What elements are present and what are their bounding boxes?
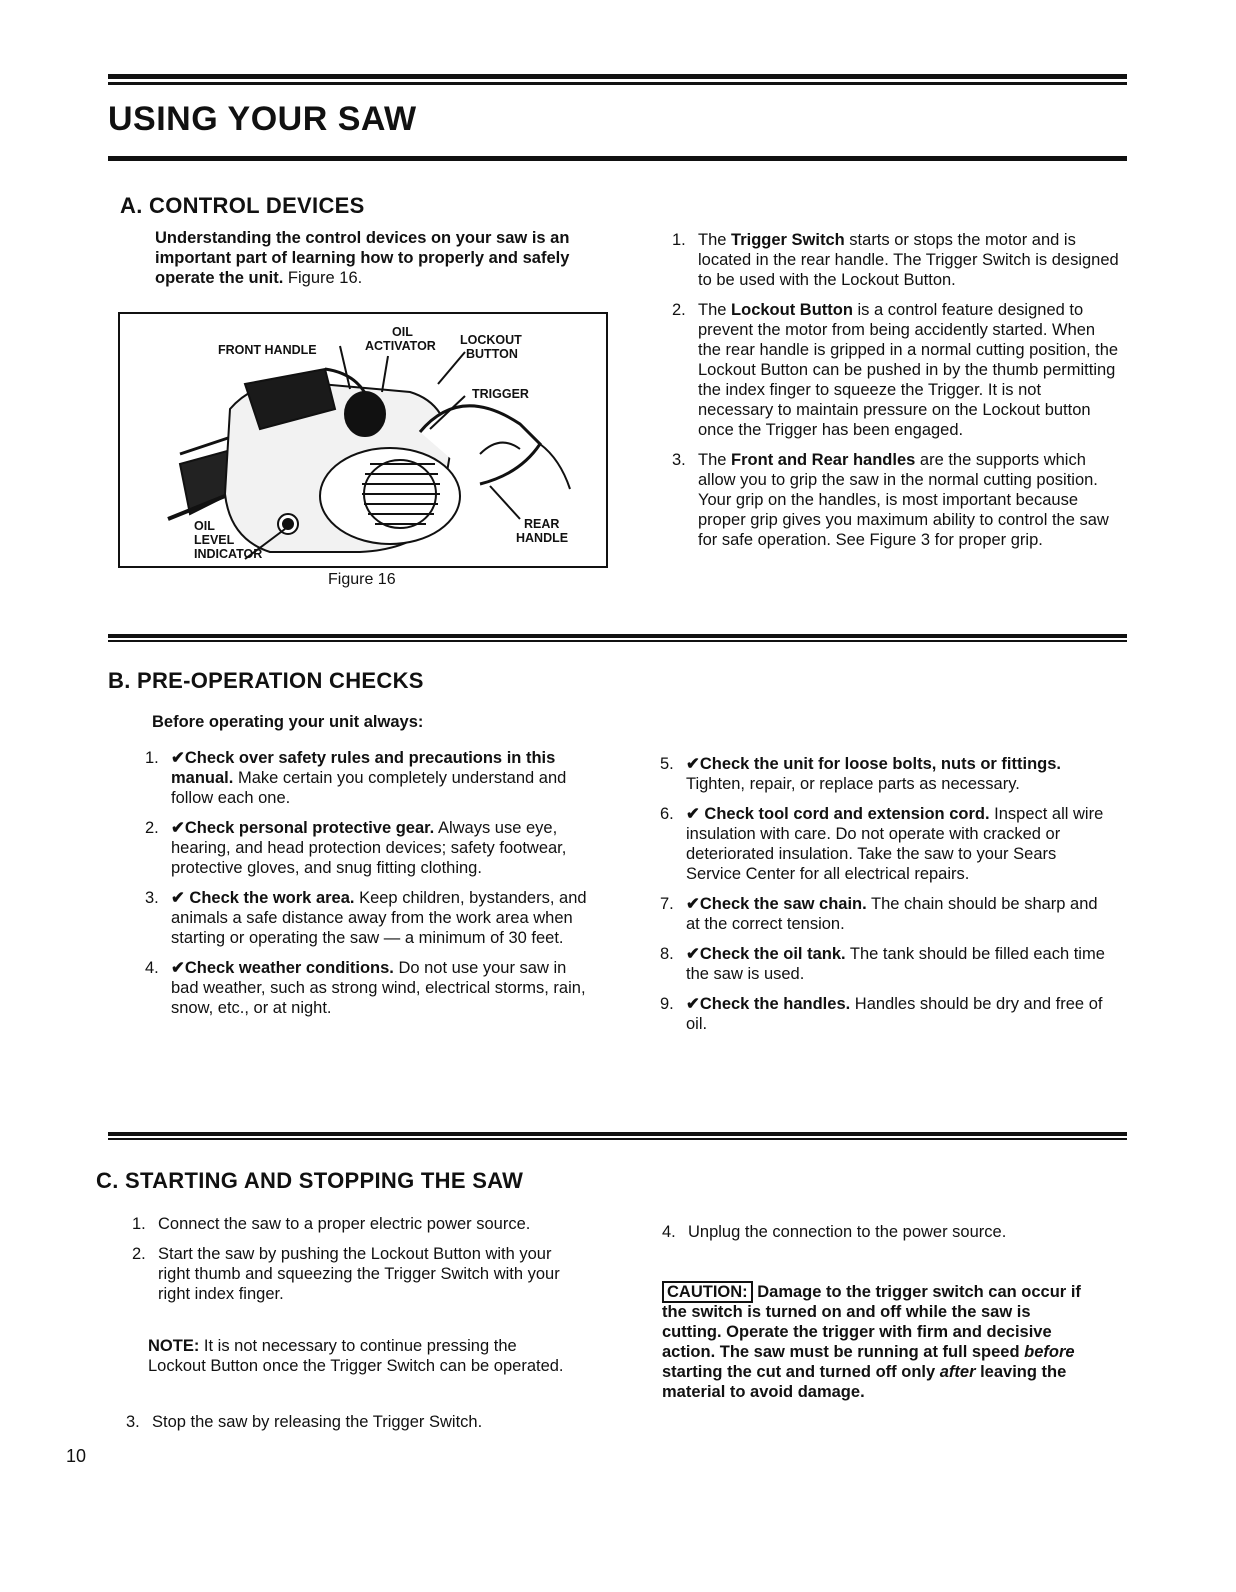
item-text: starts or stops the motor and is located in the rear handle. The Trigger Switch is designed to be used with the Lockout Button. xyxy=(698,231,1119,289)
list-item xyxy=(145,958,595,1018)
check-term: ✔Check over safety rules and precautions in this manual. xyxy=(171,749,556,787)
item-text: Make certain you completely understand and follow each one. xyxy=(171,769,567,807)
list-item xyxy=(660,944,1108,984)
caution-after: after xyxy=(939,1363,976,1381)
item-text: Unplug the connection to the power source. xyxy=(688,1223,1007,1241)
caution-box xyxy=(662,1282,1092,1402)
figure-16-caption: Figure 16 xyxy=(328,571,396,588)
section-c-note xyxy=(148,1336,568,1376)
item-number: 7. xyxy=(660,895,674,913)
list-item xyxy=(660,754,1108,794)
item-text: Tighten, repair, or replace parts as necessary. xyxy=(686,775,1020,793)
check-term: ✔Check weather conditions. xyxy=(171,959,394,977)
label-trigger: TRIGGER xyxy=(472,387,529,401)
list-item xyxy=(672,300,1120,440)
label-oil-activator-2: ACTIVATOR xyxy=(365,339,436,353)
label-front-handle: FRONT HANDLE xyxy=(218,343,317,357)
section-c-rule xyxy=(108,1132,1127,1140)
list-item xyxy=(662,1222,1102,1242)
title-underline xyxy=(108,156,1127,161)
list-item xyxy=(145,818,595,878)
label-rear-1: REAR xyxy=(524,517,560,531)
section-c-left-list xyxy=(132,1214,572,1314)
check-term: ✔ Check the work area. xyxy=(171,889,355,907)
list-item xyxy=(132,1214,572,1234)
section-a-intro-bold: Understanding the control devices on your saw is an important part of learning how to properly and safely operate the unit. xyxy=(155,229,570,287)
check-term: ✔Check the oil tank. xyxy=(686,945,846,963)
item-number: 6. xyxy=(660,805,674,823)
section-c-heading: C. STARTING AND STOPPING THE SAW xyxy=(96,1168,524,1193)
list-item xyxy=(660,894,1108,934)
item-number: 2. xyxy=(672,301,686,319)
item-text: Start the saw by pushing the Lockout Button with your right thumb and squeezing the Trigger Switch with your right index finger. xyxy=(158,1245,560,1303)
item-number: 3. xyxy=(145,889,159,907)
item-term: Lockout Button xyxy=(731,301,853,319)
item-text: Do not use your saw in bad weather, such as strong wind, electrical storms, rain, snow, etc., or at night. xyxy=(171,959,586,1017)
section-a-intro xyxy=(155,228,605,288)
section-b-left-list xyxy=(145,748,595,1028)
section-b-right-list xyxy=(660,754,1108,1044)
section-c-left-list-2 xyxy=(126,1412,566,1442)
item-number: 1. xyxy=(132,1215,146,1233)
section-a-list xyxy=(672,230,1120,560)
figure-16 xyxy=(118,312,608,568)
item-text: Stop the saw by releasing the Trigger Switch. xyxy=(152,1413,483,1431)
caution-label: CAUTION: xyxy=(662,1281,753,1303)
item-text: Connect the saw to a proper electric power source. xyxy=(158,1215,531,1233)
item-prefix: The xyxy=(698,301,732,319)
item-number: 3. xyxy=(672,451,686,469)
top-rule xyxy=(108,74,1127,85)
item-text: are the supports which allow you to grip the saw in the normal cutting position. Your grip on the handles, is most important because proper grip gives you maximum ability to control the saw for safe operation. See Figure 3 for proper grip. xyxy=(698,451,1109,549)
check-term: ✔ Check tool cord and extension cord. xyxy=(686,805,990,823)
section-a-intro-tail: Figure 16. xyxy=(283,269,363,287)
list-item xyxy=(145,888,595,948)
note-text: It is not necessary to continue pressing the Lockout Button once the Trigger Switch can be operated. xyxy=(148,1337,564,1375)
section-b-heading: B. PRE-OPERATION CHECKS xyxy=(108,668,424,693)
caution-before: before xyxy=(1024,1343,1075,1361)
item-number: 5. xyxy=(660,755,674,773)
label-oil-activator-1: OIL xyxy=(392,325,413,339)
item-number: 1. xyxy=(145,749,159,767)
page-number: 10 xyxy=(66,1446,87,1466)
caution-text-1: Damage to the trigger switch can occur if the switch is turned on and off while the saw is cutting. Operate the trigger with firm and decisive action. The saw must be running at full speed xyxy=(662,1283,1081,1361)
item-text: Inspect all wire insulation with care. Do not operate with cracked or deteriorated insulation. Take the saw to your Sears Service Center for all electrical repairs. xyxy=(686,805,1104,883)
item-number: 1. xyxy=(672,231,686,249)
note-label: NOTE: xyxy=(148,1337,200,1355)
item-term: Front and Rear handles xyxy=(731,451,916,469)
check-term: ✔Check the handles. xyxy=(686,995,851,1013)
item-number: 9. xyxy=(660,995,674,1013)
caution-text-3: leaving the material to avoid damage. xyxy=(662,1363,1067,1401)
item-text: is a control feature designed to prevent the motor from being accidently started. When the rear handle is gripped in a normal cutting position, the Lockout Button can be pushed in by the thumb permitting the index finger to squeeze the Trigger. It is not necessary to maintain pressure on the Lockout button once the Trigger has been engaged. xyxy=(698,301,1119,439)
item-number: 2. xyxy=(132,1245,146,1263)
list-item xyxy=(660,804,1108,884)
check-term: ✔Check the saw chain. xyxy=(686,895,867,913)
list-item xyxy=(145,748,595,808)
section-b-rule xyxy=(108,634,1127,642)
check-term: ✔Check the unit for loose bolts, nuts or fittings. xyxy=(686,755,1061,773)
item-number: 2. xyxy=(145,819,159,837)
item-prefix: The xyxy=(698,231,732,249)
check-term: ✔Check personal protective gear. xyxy=(171,819,435,837)
label-lockout-1: LOCKOUT xyxy=(460,333,522,347)
item-number: 8. xyxy=(660,945,674,963)
section-a-heading: A. CONTROL DEVICES xyxy=(120,193,365,218)
item-number: 4. xyxy=(145,959,159,977)
item-number: 4. xyxy=(662,1223,676,1241)
list-item xyxy=(660,994,1108,1034)
list-item xyxy=(672,230,1120,290)
item-text: The tank should be filled each time the saw is used. xyxy=(686,945,1105,983)
item-text: Always use eye, hearing, and head protection devices; safety footwear, protective gloves, and snug fitting clothing. xyxy=(171,819,567,877)
section-c-right-list xyxy=(662,1222,1102,1252)
item-text: Keep children, bystanders, and animals a safe distance away from the work area when starting or operating the saw — a minimum of 30 feet. xyxy=(171,889,587,947)
caution-text-2: starting the cut and turned off only xyxy=(662,1363,940,1381)
label-oil-level-3: INDICATOR xyxy=(194,547,263,561)
item-prefix: The xyxy=(698,451,732,469)
label-oil-level-1: OIL xyxy=(194,519,215,533)
list-item xyxy=(672,450,1120,550)
section-b-intro: Before operating your unit always: xyxy=(152,713,424,731)
item-text: The chain should be sharp and at the correct tension. xyxy=(686,895,1098,933)
page-title: USING YOUR SAW xyxy=(108,100,417,138)
item-text: Handles should be dry and free of oil. xyxy=(686,995,1103,1033)
label-oil-level-2: LEVEL xyxy=(194,533,235,547)
list-item xyxy=(126,1412,566,1432)
label-rear-2: HANDLE xyxy=(516,531,569,545)
item-number: 3. xyxy=(126,1413,140,1431)
list-item xyxy=(132,1244,572,1304)
label-lockout-2: BUTTON xyxy=(466,347,518,361)
item-term: Trigger Switch xyxy=(731,231,845,249)
